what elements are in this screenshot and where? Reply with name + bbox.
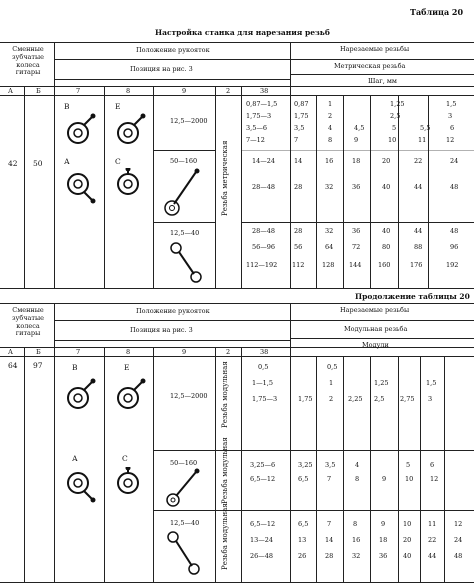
value-cell: 1,75: [294, 112, 309, 120]
col-2: 2: [226, 87, 231, 95]
range-cell: 0,5: [258, 363, 269, 371]
header-handles: Положение рукояток: [136, 307, 210, 315]
value-cell: 2,5: [374, 395, 385, 403]
value-cell: 8: [328, 136, 333, 144]
range-cell: 1,75—3: [252, 395, 278, 403]
lever-icon: [162, 468, 202, 508]
value-cell: 40: [382, 183, 391, 191]
thread-type-label: Резьба модульная: [221, 361, 229, 428]
lever-icon: [162, 168, 202, 218]
value-cell: 2: [328, 112, 333, 120]
value-cell: 22: [414, 157, 423, 165]
handle-letter-c: С: [115, 157, 121, 166]
header-handles: Положение рукояток: [136, 46, 210, 54]
value-cell: 26: [298, 552, 307, 560]
range-cell: 26—48: [250, 552, 274, 560]
gear-b-value: 97: [33, 361, 43, 370]
col-8: 8: [126, 87, 131, 95]
value-cell: 18: [352, 157, 361, 165]
col-a: А: [8, 87, 13, 95]
col-7: 7: [76, 87, 81, 95]
header-module: Модульная резьба: [344, 325, 408, 333]
main-title: Настройка станка для нарезания резьб: [155, 28, 330, 37]
handle-letter-c: С: [122, 454, 128, 463]
thread-type-label: Резьба модульная: [221, 437, 229, 504]
value-cell: 10: [403, 520, 412, 528]
value-cell: 1,25: [390, 100, 405, 108]
gear-b-value: 50: [33, 159, 43, 168]
range-cell: 6,5—12: [250, 520, 276, 528]
range-cell: 13—24: [250, 536, 274, 544]
value-cell: 0,87: [294, 100, 309, 108]
value-cell: 96: [450, 243, 459, 251]
value-cell: 16: [325, 157, 334, 165]
header-gears: Сменные зубчатые колеса гитары: [11, 45, 45, 77]
value-cell: 40: [403, 552, 412, 560]
thread-type-label: Резьба модульная: [221, 503, 229, 570]
range-cell: 3,25—6: [250, 461, 276, 469]
value-cell: 4,5: [354, 124, 365, 132]
range-cell: 1,75—3: [246, 112, 272, 120]
range-cell: 6,5—12: [250, 475, 276, 483]
value-cell: 6,5: [298, 520, 309, 528]
position-range-1: 12,5—2000: [170, 117, 208, 125]
value-cell: 1,5: [446, 100, 457, 108]
handle-position-icon: [62, 467, 98, 503]
value-cell: 10: [388, 136, 397, 144]
value-cell: 2,25: [348, 395, 363, 403]
value-cell: 36: [352, 183, 361, 191]
value-cell: 32: [352, 552, 361, 560]
value-cell: 160: [378, 261, 391, 269]
handle-position-icon: [62, 378, 98, 414]
col-a: А: [8, 348, 13, 356]
header-position: Позиция на рис. 3: [130, 65, 193, 73]
continuation-title: Продолжение таблицы 20: [355, 292, 470, 301]
value-cell: 7: [327, 475, 332, 483]
value-cell: 1: [328, 100, 333, 108]
value-cell: 28: [325, 552, 334, 560]
handle-letter-a: А: [64, 157, 70, 166]
col-b: Б: [36, 87, 41, 95]
handle-position-icon: [62, 168, 98, 204]
value-cell: 56: [294, 243, 303, 251]
lever-icon: [164, 528, 204, 578]
value-cell: 32: [325, 183, 334, 191]
col-9: 9: [182, 87, 187, 95]
thread-type-label: Резьба метрическая: [221, 140, 229, 216]
value-cell: 32: [325, 227, 334, 235]
value-cell: 14: [294, 157, 303, 165]
value-cell: 44: [428, 552, 437, 560]
value-cell: 192: [446, 261, 459, 269]
header-position: Позиция на рис. 3: [130, 326, 193, 334]
col-38: 38: [260, 87, 269, 95]
value-cell: 18: [379, 536, 388, 544]
handle-letter-e: Е: [124, 363, 130, 372]
handle-position-icon: [112, 467, 148, 503]
value-cell: 72: [352, 243, 361, 251]
value-cell: 8: [355, 475, 360, 483]
range-cell: 112—192: [246, 261, 278, 269]
value-cell: 10: [405, 475, 414, 483]
value-cell: 44: [414, 183, 423, 191]
value-cell: 9: [381, 520, 386, 528]
value-cell: 22: [428, 536, 437, 544]
range-cell: 1—1,5: [252, 379, 273, 387]
value-cell: 11: [428, 520, 437, 528]
value-cell: 48: [450, 183, 459, 191]
value-cell: 14: [325, 536, 334, 544]
handle-position-icon: [112, 378, 148, 414]
value-cell: 24: [450, 157, 459, 165]
value-cell: 8: [353, 520, 358, 528]
value-cell: 3,25: [298, 461, 313, 469]
value-cell: 0,5: [327, 363, 338, 371]
value-cell: 12: [454, 520, 463, 528]
value-cell: 144: [349, 261, 362, 269]
value-cell: 6: [450, 124, 455, 132]
value-cell: 5: [406, 461, 411, 469]
position-range-3: 12,5—40: [170, 519, 200, 527]
handle-letter-a: А: [72, 454, 78, 463]
value-cell: 1,75: [298, 395, 313, 403]
lever-icon: [168, 240, 208, 286]
value-cell: 3: [448, 112, 453, 120]
value-cell: 44: [414, 227, 423, 235]
value-cell: 9: [382, 475, 387, 483]
value-cell: 48: [450, 227, 459, 235]
value-cell: 6: [430, 461, 435, 469]
header-pitch: Шаг, мм: [368, 77, 397, 85]
value-cell: 48: [454, 552, 463, 560]
value-cell: 112: [292, 261, 305, 269]
value-cell: 24: [454, 536, 463, 544]
value-cell: 13: [298, 536, 307, 544]
header-gears: Сменные зубчатые колеса гитары: [11, 306, 45, 338]
value-cell: 20: [403, 536, 412, 544]
value-cell: 6,5: [298, 475, 309, 483]
table-number: Таблица 20: [410, 7, 464, 17]
position-range-2: 50—160: [170, 157, 198, 165]
value-cell: 64: [325, 243, 334, 251]
header-threads: Нарезаемые резьбы: [340, 306, 410, 314]
value-cell: 16: [352, 536, 361, 544]
gear-a-value: 42: [8, 159, 18, 168]
handle-position-icon: [112, 113, 148, 149]
header-modul: Модули: [362, 341, 389, 349]
value-cell: 28: [294, 183, 303, 191]
value-cell: 3,5: [294, 124, 305, 132]
value-cell: 7: [327, 520, 332, 528]
position-range-2: 50—160: [170, 459, 198, 467]
value-cell: 40: [382, 227, 391, 235]
col-b: Б: [36, 348, 41, 356]
range-cell: 14—24: [252, 157, 276, 165]
value-cell: 2,5: [390, 112, 401, 120]
value-cell: 28: [294, 227, 303, 235]
range-cell: 28—48: [252, 183, 276, 191]
value-cell: 36: [379, 552, 388, 560]
value-cell: 7: [294, 136, 299, 144]
value-cell: 11: [418, 136, 427, 144]
col-38: 38: [260, 348, 269, 356]
value-cell: 2: [329, 395, 334, 403]
value-cell: 36: [352, 227, 361, 235]
value-cell: 128: [322, 261, 335, 269]
value-cell: 3,5: [325, 461, 336, 469]
col-9: 9: [182, 348, 187, 356]
handle-position-icon: [62, 113, 98, 149]
value-cell: 4: [328, 124, 333, 132]
col-8: 8: [126, 348, 131, 356]
range-cell: 3,5—6: [246, 124, 267, 132]
position-range-1: 12,5—2000: [170, 392, 208, 400]
gear-a-value: 64: [8, 361, 18, 370]
value-cell: 4: [355, 461, 360, 469]
handle-position-icon: [112, 168, 148, 204]
value-cell: 5: [392, 124, 397, 132]
value-cell: 1,25: [374, 379, 389, 387]
value-cell: 1: [329, 379, 334, 387]
value-cell: 88: [414, 243, 423, 251]
value-cell: 3: [428, 395, 433, 403]
header-metric: Метрическая резьба: [334, 62, 406, 70]
value-cell: 12: [430, 475, 439, 483]
range-cell: 56—96: [252, 243, 276, 251]
value-cell: 2,75: [400, 395, 415, 403]
value-cell: 5,5: [420, 124, 431, 132]
value-cell: 9: [354, 136, 359, 144]
handle-letter-e: Е: [115, 102, 121, 111]
col-7: 7: [76, 348, 81, 356]
value-cell: 1,5: [426, 379, 437, 387]
value-cell: 20: [382, 157, 391, 165]
col-2: 2: [226, 348, 231, 356]
value-cell: 12: [446, 136, 455, 144]
handle-letter-b: В: [64, 102, 70, 111]
header-threads: Нарезаемые резьбы: [340, 45, 410, 53]
value-cell: 80: [382, 243, 391, 251]
position-range-3: 12,5—40: [170, 229, 200, 237]
handle-letter-b: В: [72, 363, 78, 372]
range-cell: 7—12: [246, 136, 265, 144]
value-cell: 176: [410, 261, 423, 269]
range-cell: 0,87—1,5: [246, 100, 278, 108]
range-cell: 28—48: [252, 227, 276, 235]
